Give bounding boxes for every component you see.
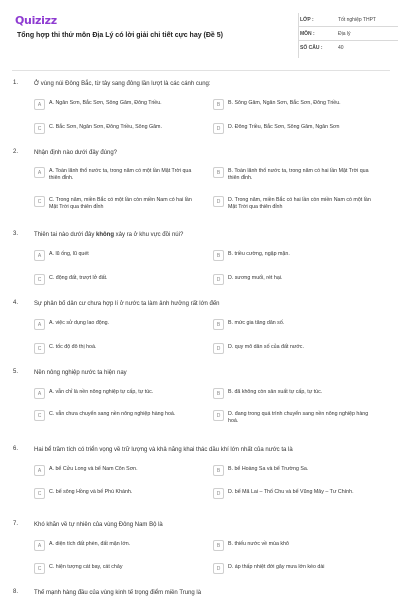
question-text [34,149,374,157]
option-letter: C [34,410,45,421]
option-text: B. triều cường, ngập mặn. [228,251,290,257]
question-text [34,231,374,239]
info-value: Tốt nghiệp THPT [338,16,376,23]
question-text [34,369,374,377]
option-letter: B [213,465,224,476]
question-number: 6. [13,446,19,452]
question-number: 7. [13,521,19,527]
option-c[interactable] [34,489,199,499]
option-letter: A [34,465,45,476]
option-letter: A [34,99,45,110]
option-text: A. diện tích đất phèn, đất mặn lớn. [49,541,131,547]
info-panel [298,13,398,55]
question-text [34,80,374,88]
option-b[interactable] [213,100,378,110]
question-text [34,446,374,454]
option-text: D. Trong năm, miền Bắc có hai lần còn miền Nam có một lần Mặt Trời qua thiên đỉnh [228,197,371,210]
option-d[interactable] [213,275,378,285]
option-c[interactable] [34,197,199,211]
option-text: A. Toàn lãnh thổ nước ta, trong năm có một lần Mặt Trời qua thiên đỉnh. [49,168,192,181]
info-panel-divider [298,13,398,58]
question-text-main: Thiên tai nào dưới đây [34,232,96,238]
option-c[interactable] [34,344,199,354]
option-text: D. đang trong quá trình chuyển sang nền nông nghiệp hàng hoá. [228,411,369,424]
option-b[interactable] [213,389,378,399]
option-letter: D [213,274,224,285]
question-number: 2. [13,149,19,155]
question-text-main: Nhận định nào dưới đây đúng? [34,150,118,156]
option-text: A. lũ ống, lũ quét [49,251,89,257]
option-letter: B [213,319,224,330]
option-letter: D [213,343,224,354]
option-text: A. bể Cửu Long và bể Nam Côn Sơn. [49,466,138,472]
option-letter: C [34,274,45,285]
info-value: Địa lý [338,30,351,37]
option-text: C. Bắc Sơn, Ngân Sơn, Đông Triều, Sông Gâm. [49,124,162,130]
option-letter: C [34,343,45,354]
info-key: SỐ CÂU : [300,45,323,51]
option-letter: D [213,488,224,499]
option-text: C. vẫn chưa chuyển sang nền nông nghiệp hàng hoá. [49,411,176,417]
option-text: A. Ngân Sơn, Bắc Sơn, Sông Gâm, Đông Triều. [49,100,162,106]
option-d[interactable] [213,197,378,211]
question-number: 5. [13,369,19,375]
option-d[interactable] [213,564,378,574]
option-b[interactable] [213,320,378,330]
option-d[interactable] [213,489,378,499]
option-text: B. đã không còn sản xuất tự cấp, tự túc. [228,389,323,395]
option-letter: D [213,410,224,421]
option-text: D. sương muối, rét hại. [228,275,283,281]
question-number: 1. [13,80,19,86]
option-letter: D [213,196,224,207]
option-text: C. động đất, trượt lở đất. [49,275,108,281]
option-text: C. hiện tượng cát bay, cát chảy [49,564,123,570]
option-letter: A [34,319,45,330]
option-c[interactable] [34,411,199,421]
option-letter: B [213,167,224,178]
option-text: C. bể sông Hồng và bể Phú Khánh. [49,489,133,495]
option-a[interactable] [34,168,199,182]
question-text [34,589,374,597]
option-d[interactable] [213,124,378,134]
option-letter: A [34,167,45,178]
question-number: 3. [13,231,19,237]
question-number: 8. [13,589,19,595]
question-text-main: Khó khăn về tự nhiên của vùng Đông Nam Bộ là [34,522,163,528]
option-c[interactable] [34,275,199,285]
question-text [34,300,374,308]
option-text: D. áp thấp nhiệt đới gây mưa lớn kéo dài [228,564,325,570]
option-letter: B [213,99,224,110]
option-a[interactable] [34,389,199,399]
option-text: B. thiếu nước về mùa khô [228,541,289,547]
option-letter: B [213,250,224,261]
info-value: 40 [338,45,344,51]
option-letter: D [213,563,224,574]
option-letter: B [213,540,224,551]
info-key: MÔN : [300,30,315,37]
option-letter: B [213,388,224,399]
question-number: 4. [13,300,19,306]
info-key: LỚP : [300,16,314,23]
quizizz-logo: Quizizz [15,14,57,27]
option-a[interactable] [34,320,199,330]
option-text: B. Sông Gâm, Ngân Sơn, Bắc Sơn, Đông Triều. [228,100,341,106]
option-letter: C [34,196,45,207]
option-text: B. bể Hoàng Sa và bể Trường Sa. [228,466,309,472]
header-divider [12,70,390,71]
option-text: D. Đông Triều, Bắc Sơn, Sông Gâm, Ngân Sơn [228,124,340,130]
option-text: A. việc sử dụng lao động. [49,320,110,326]
option-text: A. vẫn chỉ là nền nông nghiệp tự cấp, tự túc. [49,389,154,395]
question-text [34,521,374,529]
option-c[interactable] [34,564,199,574]
option-a[interactable] [34,251,199,261]
option-b[interactable] [213,541,378,551]
option-text: C. Trong năm, miền Bắc có một lần còn miền Nam có hai lần Mặt Trời qua thiên đỉnh [49,197,192,210]
option-a[interactable] [34,541,199,551]
option-text: B. mức gia tăng dân số. [228,320,285,326]
option-letter: C [34,488,45,499]
question-text-emphasis: không [96,232,114,238]
option-a[interactable] [34,466,199,476]
option-text: B. Toàn lãnh thổ nước ta, trong năm có hai lần Mặt Trời qua thiên đỉnh. [228,168,369,181]
question-text-main: Hai bể trầm tích có triển vọng về trữ lượng và khả năng khai thác dầu khí lớn nhất của nước ta là [34,447,293,453]
worksheet-header [12,10,390,62]
option-text: D. bể Mã Lai – Thổ Chu và bể Vũng Mây – Tư Chính. [228,489,354,495]
option-text: D. quy mô dân số của đất nước. [228,344,304,350]
option-b[interactable] [213,168,378,182]
option-letter: C [34,123,45,134]
option-letter: D [213,123,224,134]
question-text-main: Sự phân bố dân cư chưa hợp lí ở nước ta làm ảnh hưởng rất lớn đến [34,301,220,307]
option-d[interactable] [213,411,378,425]
option-letter: A [34,388,45,399]
option-a[interactable] [34,100,199,110]
question-text-end: xảy ra ở khu vực đồi núi? [114,232,184,238]
question-text-main: Ở vùng núi Đông Bắc, từ tây sang đông lần lượt là các cánh cung: [34,81,211,87]
option-b[interactable] [213,466,378,476]
page-title: Tổng hợp thi thử môn Địa Lý có lời giải chi tiết cực hay (Đề 5) [17,32,223,39]
option-letter: A [34,250,45,261]
option-d[interactable] [213,344,378,354]
option-letter: A [34,540,45,551]
option-letter: C [34,563,45,574]
question-text-main: Thế mạnh hàng đầu của vùng kinh tế trọng điểm miền Trung là [34,590,202,596]
option-c[interactable] [34,124,199,134]
option-b[interactable] [213,251,378,261]
question-text-main: Nền nông nghiệp nước ta hiện nay [34,370,127,376]
option-text: C. tốc độ đô thị hoá. [49,344,97,350]
